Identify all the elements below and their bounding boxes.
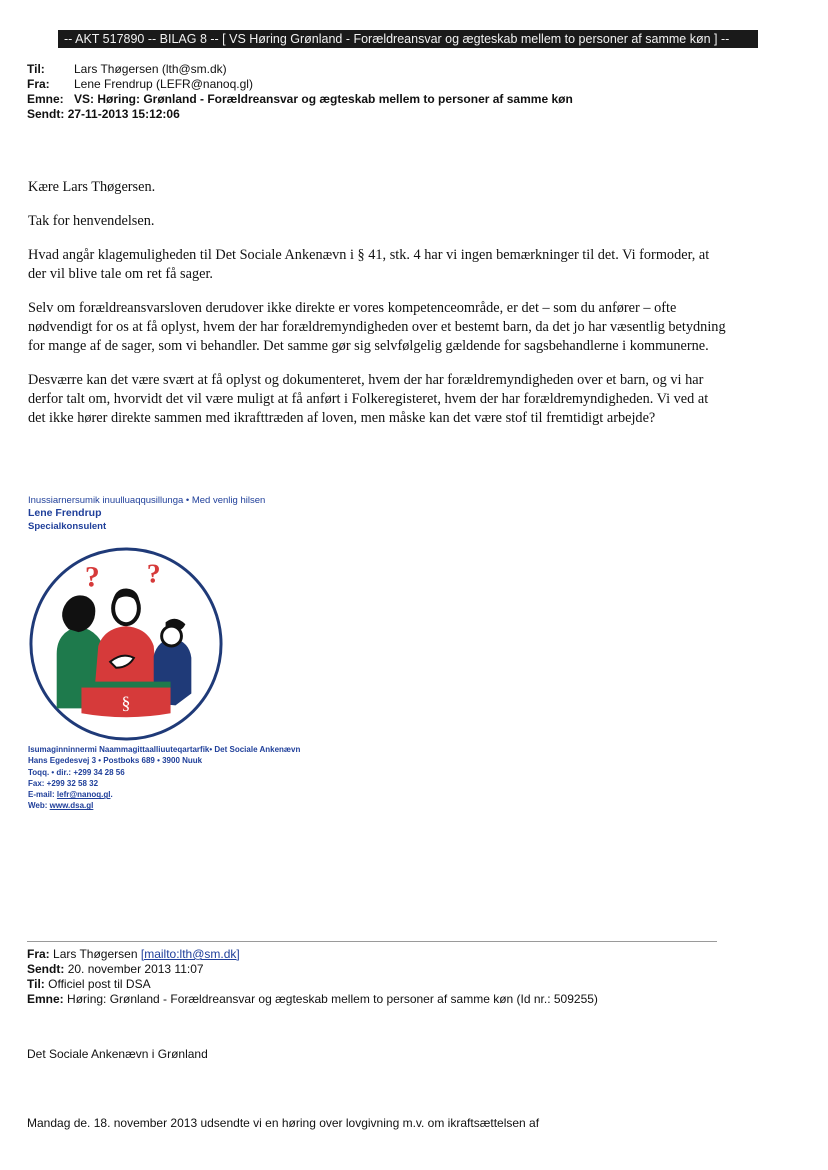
paragraph-1: Tak for henvendelsen. bbox=[28, 213, 155, 229]
subject-label: Emne: bbox=[27, 92, 64, 106]
fwd-from-value: Lars Thøgersen bbox=[53, 947, 138, 961]
paragraph-3: Selv om forældreansvarsloven derudover ikke direkte er vores kompetenceområde, er det – som du anfører – ofte nødvendigt for os at få oplyst, hvem der har forældremyndigheden over et bestemt barn, da det jo har væsentlig betydning for mange af de sager, som vi behandler. Det samme gør sig selvfølgelig gældende for sagsbehandlerne i kommunerne. bbox=[28, 300, 726, 354]
fwd-from-label: Fra: bbox=[27, 947, 50, 961]
fwd-sent-row bbox=[27, 962, 598, 977]
email-label: E-mail: bbox=[28, 790, 55, 800]
paragraph-4: Desværre kan det være svært at få oplyst og dokumenteret, hvem der har forældremyndigheden over et barn, og vi har derfor talt om, hvorvidt det vil være muligt at få anført i Folkeregisteret, hvem der har forældremyndigheden. Vi ved at det ikke hører direkte sammen med ikrafttræden af loven, men måske kan det være stof til fremtidigt arbejde? bbox=[28, 372, 709, 426]
fwd-subject-row bbox=[27, 992, 598, 1007]
contact-block bbox=[28, 744, 300, 812]
fwd-subject-label: Emne: bbox=[27, 992, 64, 1006]
signature-greeting: Inussiarnersumik inuulluaqqusillunga • Med venlig hilsen bbox=[28, 495, 266, 506]
logo-paragraph-symbol: § bbox=[121, 692, 131, 713]
fwd-mailto-link[interactable]: [mailto:lth@sm.dk] bbox=[140, 947, 240, 961]
fwd-to-row bbox=[27, 977, 598, 992]
header-sent-row bbox=[27, 107, 573, 122]
signature-block bbox=[28, 494, 265, 533]
paragraph-2: Hvad angår klagemuligheden til Det Sociale Ankenævn i § 41, stk. 4 har vi ingen bemærkninger til det. Vi formoder, at der vil blive tale om ret få sager. bbox=[28, 247, 710, 282]
from-label: Fra: bbox=[27, 77, 50, 91]
email-link[interactable]: lefr@nanoq.gl bbox=[56, 790, 111, 800]
header-from-row bbox=[27, 77, 573, 92]
web-label: Web: bbox=[28, 801, 48, 811]
fwd-to-value: Officiel post til DSA bbox=[48, 977, 151, 991]
ankenaevn-logo bbox=[27, 545, 225, 743]
email-body bbox=[28, 178, 728, 443]
to-value: Lars Thøgersen (lth@sm.dk) bbox=[74, 62, 227, 76]
signature-name: Lene Frendrup bbox=[28, 507, 102, 519]
fwd-subject-value: Høring: Grønland - Forældreansvar og ægteskab mellem to personer af samme køn (Id nr.: 509255) bbox=[67, 992, 598, 1006]
email-header bbox=[27, 62, 573, 122]
header-subject-row bbox=[27, 92, 573, 107]
from-value: Lene Frendrup (LEFR@nanoq.gl) bbox=[74, 77, 253, 91]
contact-org: Isumaginninnermi Naammagittaalliuuteqartarfik• Det Sociale Ankenævn bbox=[28, 745, 301, 754]
to-label: Til: bbox=[27, 62, 45, 76]
email-suffix: . bbox=[110, 790, 113, 800]
logo-question-mark-right: ? bbox=[146, 557, 161, 589]
web-link[interactable]: www.dsa.gl bbox=[49, 801, 94, 811]
subject-value: VS: Høring: Grønland - Forældreansvar og ægteskab mellem to personer af samme køn bbox=[74, 92, 573, 106]
fwd-from-row bbox=[27, 947, 598, 962]
fwd-opening: Mandag de. 18. november 2013 udsendte vi en høring over lovgivning m.v. om ikraftsættelsen af bbox=[27, 1116, 540, 1130]
fwd-sent-label: Sendt: bbox=[27, 962, 65, 976]
divider bbox=[27, 941, 717, 942]
document-banner: -- AKT 517890 -- BILAG 8 -- [ VS Høring Grønland - Forældreansvar og ægteskab mellem to personer af samme køn ] -- bbox=[58, 30, 758, 48]
contact-address: Hans Egedesvej 3 • Postboks 689 • 3900 Nuuk bbox=[28, 756, 203, 766]
greeting: Kære Lars Thøgersen. bbox=[28, 179, 156, 195]
contact-web-row bbox=[28, 800, 300, 811]
contact-fax: Fax: +299 32 58 32 bbox=[28, 778, 99, 788]
forwarded-header bbox=[27, 947, 598, 1007]
fwd-to-label: Til: bbox=[27, 977, 45, 991]
logo-question-mark-left: ? bbox=[84, 561, 100, 594]
signature-title: Specialkonsulent bbox=[28, 521, 107, 532]
sent-label: Sendt: bbox=[27, 107, 65, 121]
fwd-sent-value: 20. november 2013 11:07 bbox=[67, 962, 204, 976]
contact-phone: Toqq. • dir.: +299 34 28 56 bbox=[28, 767, 125, 777]
fwd-addressee: Det Sociale Ankenævn i Grønland bbox=[27, 1047, 208, 1061]
header-to-row bbox=[27, 62, 573, 77]
sent-value: 27-11-2013 15:12:06 bbox=[67, 107, 180, 121]
contact-email-row bbox=[28, 789, 300, 800]
